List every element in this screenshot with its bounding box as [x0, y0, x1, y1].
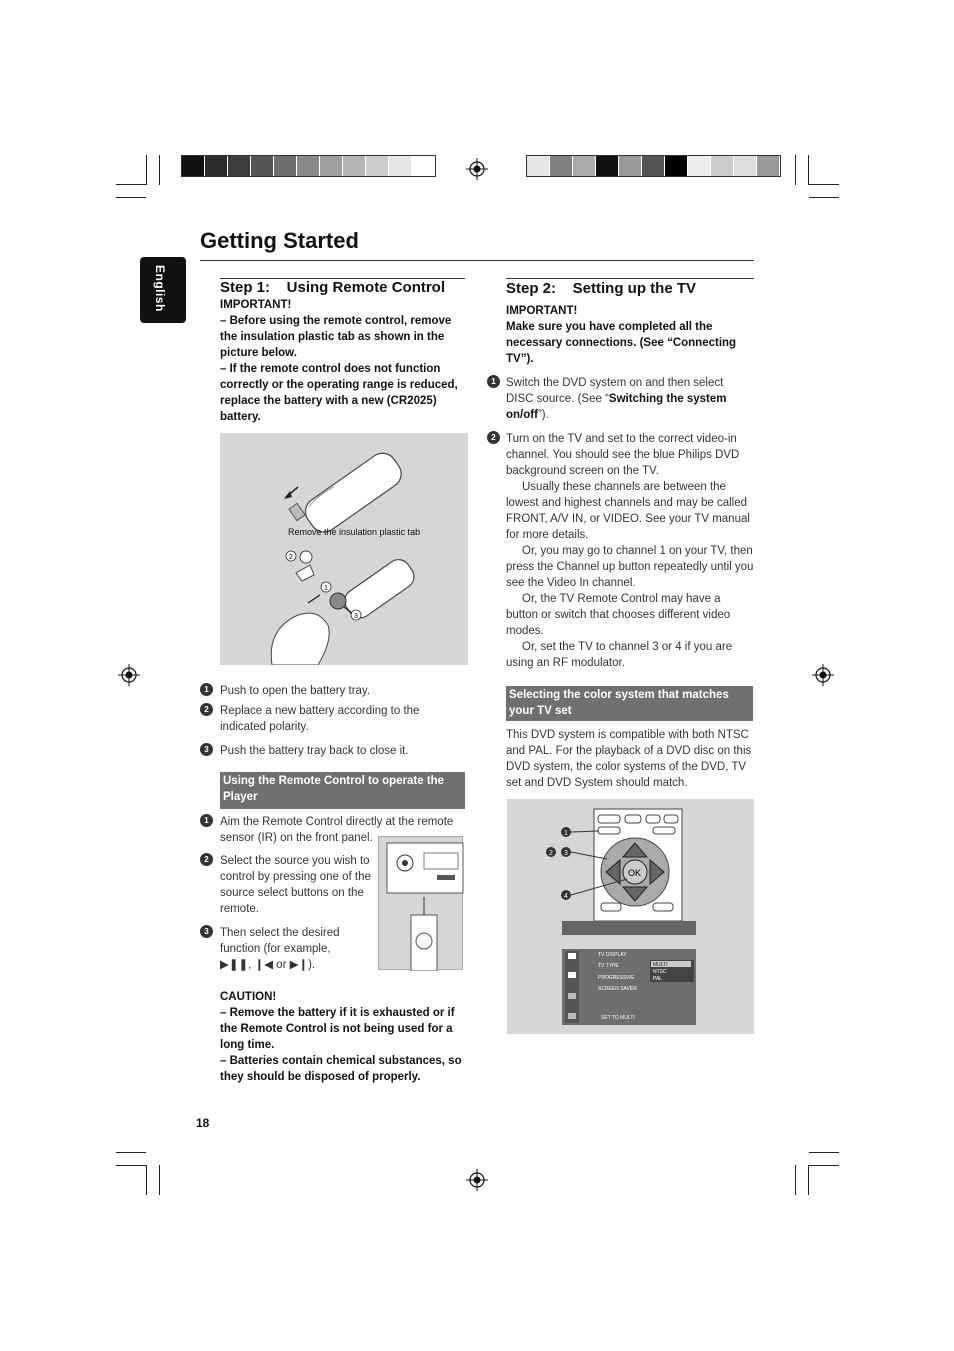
crop-mark [116, 184, 146, 185]
crop-mark [159, 155, 160, 185]
color-system-text: This DVD system is compatible with both NTSC and PAL. For the playback of a DVD disc on this DVD system, the color systems of the DVD, TV set and DVD System should match. [506, 729, 752, 789]
step2-rule [506, 278, 754, 279]
color-swatch [366, 156, 389, 176]
tv-step-2-para-5: Or, set the TV to channel 3 or 4 if you are using an RF modulator. [506, 641, 733, 669]
osd-option: PAL [653, 976, 663, 982]
figure-num-1: 1 [324, 585, 328, 592]
color-system-heading: Selecting the color system that matches your TV set [506, 686, 753, 721]
ok-button-label: OK [628, 868, 642, 878]
tv-step-1 [506, 375, 746, 423]
osd-option: NTSC [653, 969, 667, 975]
osd-menu-item: PROGRESSIVE [598, 975, 635, 981]
important-note: Make sure you have completed all the necessary connections. (See “Connecting TV”). [506, 321, 737, 365]
battery-figure [220, 433, 468, 665]
crop-mark [159, 1165, 160, 1195]
crop-mark [795, 1165, 796, 1195]
crop-mark [795, 155, 796, 185]
step-number-3: 3 [200, 743, 213, 756]
important-note-2: – If the remote control does not function correctly or the operating range is reduced, replace the battery with a new (CR2025) battery. [220, 363, 458, 423]
tv-step-1-link: Switching the system on/off [506, 393, 727, 421]
osd-menu-item: TV TYPE [598, 963, 619, 969]
registration-mark-icon [466, 158, 488, 180]
tv-step-1-end: ”). [537, 409, 549, 421]
figure-num-4: 4 [564, 893, 568, 900]
player-remote-illustration [379, 837, 464, 971]
color-calibration-bar-left [181, 155, 436, 177]
color-calibration-bar-right [526, 155, 781, 177]
tv-step-2 [506, 431, 754, 671]
step2-heading: Step 2: Setting up the TV [506, 280, 697, 297]
language-tab [140, 257, 186, 323]
tv-step-2-para-1: Turn on the TV and set to the correct video-in channel. You should see the blue Philips DVD background screen on the TV. [506, 433, 740, 477]
color-swatch [320, 156, 343, 176]
color-swatch [412, 156, 435, 176]
color-swatch [757, 156, 780, 176]
language-tab-label: English [153, 265, 167, 312]
player-remote-figure [378, 836, 463, 970]
step1-heading: Step 1: Using Remote Control [220, 279, 446, 296]
page-title: Getting Started [200, 228, 359, 253]
crop-mark [809, 184, 839, 185]
registration-mark-icon [812, 664, 834, 686]
operate-section-heading: Using the Remote Control to operate the Player [220, 772, 465, 809]
color-swatch [274, 156, 297, 176]
color-swatch [550, 156, 573, 176]
crop-mark [116, 1165, 146, 1166]
title-rule [200, 260, 754, 261]
step1-important [220, 297, 470, 425]
color-swatch [642, 156, 665, 176]
crop-mark [116, 1152, 146, 1153]
figure-caption: Remove the insulation plastic tab [288, 527, 421, 537]
color-swatch [228, 156, 251, 176]
caution-label: CAUTION! [220, 991, 277, 1003]
osd-menu-item: SCREEN SAVER [598, 986, 637, 992]
figure-num-3: 3 [354, 613, 358, 620]
figure-num-3: 3 [564, 850, 568, 857]
caution-block [220, 989, 470, 1085]
color-swatch [182, 156, 205, 176]
crop-mark [146, 155, 147, 185]
step-number-2: 2 [200, 703, 213, 716]
color-swatch [251, 156, 274, 176]
color-swatch [734, 156, 757, 176]
operate-step-2: Select the source you wish to control by pressing one of the source select buttons on the remote. [220, 855, 371, 915]
tv-step-2-para-3: Or, you may go to channel 1 on your TV, then press the Channel up button repeatedly until you see the Video In channel. [506, 545, 754, 589]
color-swatch [297, 156, 320, 176]
color-swatch [389, 156, 412, 176]
osd-menu-item: TV DISPLAY [598, 952, 627, 958]
color-swatch [596, 156, 619, 176]
caution-note-2: – Batteries contain chemical substances, so they should be disposed of properly. [220, 1055, 462, 1083]
crop-mark [809, 1152, 839, 1153]
important-label: IMPORTANT! [220, 299, 292, 311]
step2-important [506, 303, 751, 367]
battery-step-1: Push to open the battery tray. [220, 685, 371, 697]
step-number-3: 3 [200, 925, 213, 938]
osd-footer: SET TO MULTI [601, 1015, 635, 1021]
figure-num-1: 1 [564, 830, 568, 837]
figure-num-2: 2 [549, 850, 553, 857]
color-swatch [711, 156, 734, 176]
crop-mark [809, 197, 839, 198]
important-note-1: – Before using the remote control, remove the insulation plastic tab as shown in the picture below. [220, 315, 452, 359]
crop-mark [116, 197, 146, 198]
crop-mark [809, 1165, 839, 1166]
page-number: 18 [196, 1116, 210, 1130]
color-swatch [343, 156, 366, 176]
tv-setup-figure [507, 799, 754, 1034]
crop-mark [808, 155, 809, 185]
tv-step-1-text: Switch the DVD system on and then select DISC source. (See “ [506, 377, 724, 405]
color-swatch [665, 156, 688, 176]
figure-num-2: 2 [289, 554, 293, 561]
step-number-1: 1 [200, 814, 213, 827]
operate-step-1: Aim the Remote Control directly at the remote sensor (IR) on the front panel. [220, 816, 454, 844]
tv-step-2-para-2: Usually these channels are between the lowest and highest channels and may be called FRONT, A/V IN, or VIDEO. See your TV manual for more details. [506, 481, 750, 541]
battery-step-3: Push the battery tray back to close it. [220, 745, 409, 757]
remote-battery-illustration [220, 433, 468, 665]
operate-step-3: Then select the desired function (for example, ▶❚❚, ❙◀ or ▶❙). [220, 927, 340, 971]
step-number-2: 2 [200, 853, 213, 866]
step-number-1: 1 [200, 683, 213, 696]
color-swatch [619, 156, 642, 176]
crop-mark [146, 1165, 147, 1195]
crop-mark [808, 1165, 809, 1195]
caution-note-1: – Remove the battery if it is exhausted or if the Remote Control is not being used for a long time. [220, 1007, 455, 1051]
color-swatch [205, 156, 228, 176]
registration-mark-icon [118, 664, 140, 686]
osd-option: MULTI [653, 962, 668, 968]
color-swatch [688, 156, 711, 176]
registration-mark-icon [466, 1169, 488, 1191]
important-label: IMPORTANT! [506, 305, 578, 317]
step-number-2: 2 [487, 431, 500, 444]
tv-step-2-para-4: Or, the TV Remote Control may have a button or switch that chooses different video modes. [506, 593, 731, 637]
remote-osd-illustration [507, 799, 754, 1034]
step-number-1: 1 [487, 375, 500, 388]
color-swatch [527, 156, 550, 176]
battery-step-2: Replace a new battery according to the indicated polarity. [220, 705, 420, 733]
color-swatch [573, 156, 596, 176]
